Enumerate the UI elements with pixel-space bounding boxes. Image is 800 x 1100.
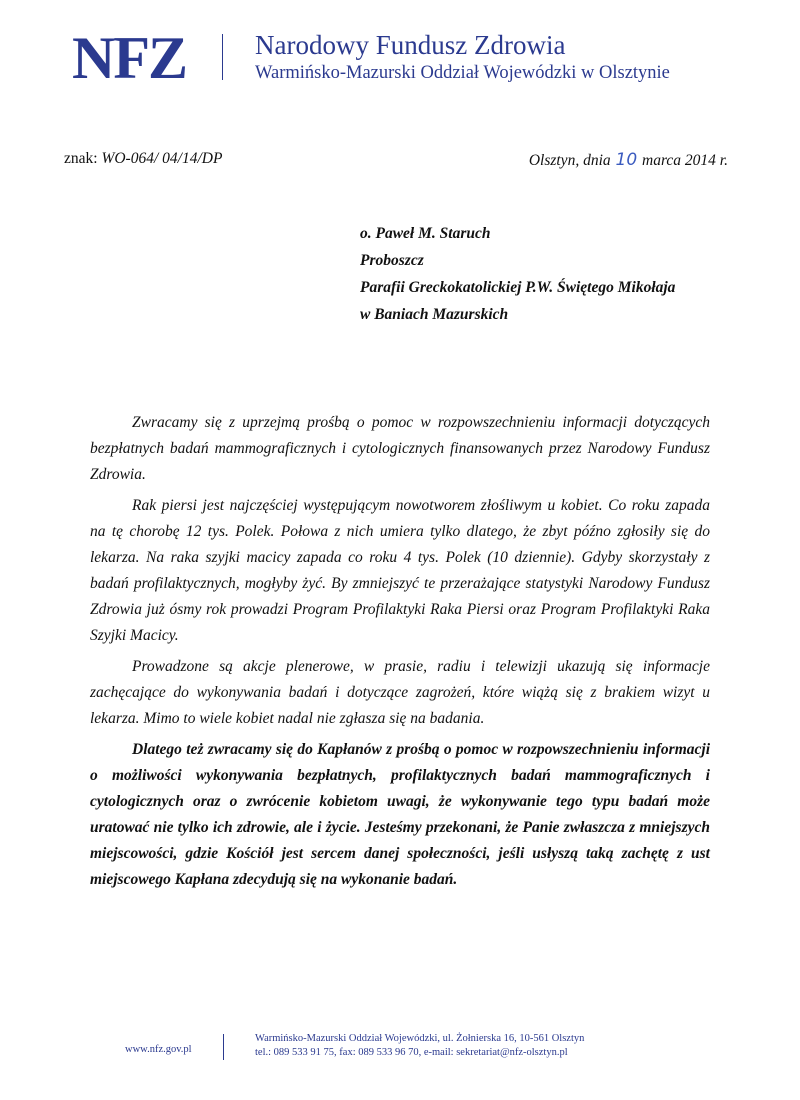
body-paragraph: Prowadzone są akcje plenerowe, w prasie, radiu i telewizji ukazują się informacje zachęcające do wykonywania badań i dotyczące zagrożeń, które wiążą się z brakiem wizyt u lekarza. Mimo to wiele kobiet nadal nie zgłasza się na badania. — [90, 658, 710, 727]
body-paragraph: Zwracamy się z uprzejmą prośbą o pomoc w rozpowszechnieniu informacji dotyczących bezpłatnych badań mammograficznych i cytologicznych finansowanych przez Narodowy Fundusz Zdrowia. — [90, 414, 710, 483]
letter-date — [529, 150, 728, 170]
footer-divider — [223, 1034, 224, 1060]
organization-name: Narodowy Fundusz Zdrowia — [255, 30, 566, 60]
addressee-block — [360, 220, 675, 328]
header-divider — [222, 34, 223, 80]
body-paragraph-emphasis: Dlatego też zwracamy się do Kapłanów z prośbą o pomoc w rozpowszechnieniu informacji o możliwości wykonywania bezpłatnych, profilaktycznych badań mammograficznych i cytologicznych oraz o zwrócenie kobietom uwagi, że wykonywanie tego typu badań może uratować nie tylko ich zdrowie, ale i życie. Jesteśmy przekonani, że Panie zwłaszcza z mniejszych miejscowości, gdzie Kościół jest sercem danej społeczności, jeśli usłyszą taką zachętę z ust miejscowego Kapłana zdecydują się na wykonanie badań. — [90, 741, 710, 888]
body-paragraph: Rak piersi jest najczęściej występującym nowotworem złośliwym u kobiet. Co roku zapada na tę chorobę 12 tys. Polek. Połowa z nich umiera tylko dlatego, że zbyt późno zgłosiły się do lekarza. Na raka szyjki macicy zapada co roku 4 tys. Polek (10 dziennie). Gdyby skorzystały z badań profilaktycznych, mogłyby żyć. By zmniejszyć te przerażające statystyki Narodowy Fundusz Zdrowia już ósmy rok prowadzi Program Profilaktyki Raka Piersi oraz Program Profilaktyki Raka Szyjki Macicy. — [90, 497, 710, 644]
reference-number — [64, 150, 222, 168]
addressee-title: Proboszcz — [360, 252, 424, 269]
date-prefix: Olsztyn, dnia — [528, 152, 611, 169]
reference-value: WO-064/ 04/14/DP — [101, 150, 223, 167]
nfz-logo: NFZ — [72, 25, 186, 91]
addressee-location: w Baniach Mazurskich — [360, 306, 509, 323]
date-handwritten-day: 10 — [615, 150, 638, 170]
date-suffix: marca 2014 r. — [642, 152, 728, 169]
reference-label: znak: — [64, 150, 98, 167]
letter-body — [90, 410, 710, 898]
addressee-parish: Parafii Greckokatolickiej P.W. Świętego Mikołaja — [360, 279, 676, 296]
addressee-name: o. Paweł M. Staruch — [360, 225, 491, 242]
organization-branch: Warmińsko-Mazurski Oddział Wojewódzki w Olsztynie — [255, 63, 670, 83]
footer-contact-line: tel.: 089 533 91 75, fax: 089 533 96 70, e-mail: sekretariat@nfz-olsztyn.pl — [255, 1047, 568, 1058]
footer-address — [255, 1032, 584, 1060]
footer-address-line: Warmińsko-Mazurski Oddział Wojewódzki, ul. Żołnierska 16, 10-561 Olsztyn — [255, 1033, 585, 1044]
footer-website: www.nfz.gov.pl — [125, 1044, 192, 1055]
